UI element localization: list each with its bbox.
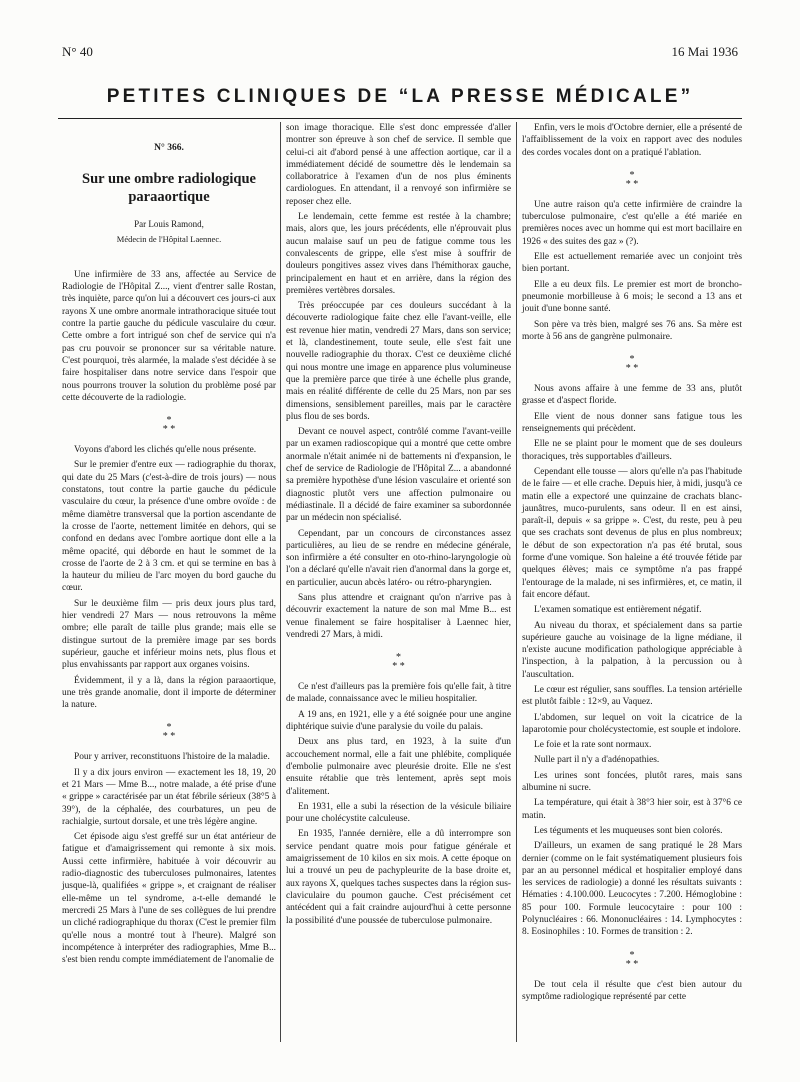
paragraph: Cependant elle tousse — alors qu'elle n'a pas l'habitude de le faire — et elle crache. Depuis hier, à midi, jusqu'à ce matin elle a expectoré une quinzaine de crachats blanc-jaunâtres, muco-purulents, sans odeur. Il en est ainsi, paraît-il, depuis « sa grippe ». C'est, du reste, peu à peu que ses crachats sont devenus de plus en plus nombreux; le début de son expectoration n'a pas été brutal, sous forme d'une vomique. Son haleine a été trouvée fétide par quelques élèves; mais ce symptôme n'a pas frappé l'entourage de la malade, ni ses infirmières, et, ce matin, il fait encore défaut. <box>522 466 742 600</box>
paragraph: L'examen somatique est entièrement négatif. <box>534 605 702 616</box>
paragraph: Le cœur est régulier, sans souffles. La tension artérielle est plutôt faible : 12×9, au Vaquez. <box>522 684 742 708</box>
issue-number: N° 40 <box>62 44 93 59</box>
paragraph: Il y a dix jours environ — exactement les 18, 19, 20 et 21 Mars — Mme B..., notre malade, a été prise d'une « grippe » caractérisée par un état fébrile sérieux (38°5 à 39°), de la céphalée, des courbatures, un peu de rachialgie, surtout dorsale, et une très légère angine. <box>62 767 276 827</box>
paragraph: son image thoracique. Elle s'est donc empressée d'aller montrer son épreuve à son chef de service. Il semble que celui-ci ait d'abord pensé à une affection aortique, car il a immédiatement décidé de soumettre dès le lendemain sa collaboratrice à l'examen d'un de nos plus éminents cardiologues. En attendant, il a renvoyé son infirmière se reposer chez elle. <box>286 123 511 207</box>
paragraph: Pour y arriver, reconstituons l'histoire de la maladie. <box>74 752 270 763</box>
issue-date: 16 Mai 1936 <box>671 44 738 59</box>
section-separator: * * * <box>625 949 639 970</box>
paragraph: De tout cela il résulte que c'est bien autour du symptôme radiologique représenté par cette <box>522 979 742 1002</box>
column-divider-1 <box>280 122 281 1042</box>
section-separator: * * * <box>625 169 639 190</box>
journal-title: PETITES CLINIQUES DE “LA PRESSE MÉDICALE” <box>106 86 694 107</box>
paragraph: Nous avons affaire à une femme de 33 ans, plutôt grasse et d'aspect floride. <box>522 384 742 407</box>
article-author: Par Louis Ramond, <box>134 219 204 230</box>
section-separator: * * * <box>162 415 176 436</box>
column-1 <box>62 122 276 969</box>
paragraph: D'ailleurs, un examen de sang pratiqué le 28 Mars dernier (comme on le fait systématiquement plusieurs fois par an au personnel médical et hospitalier employé dans les services de radiologie) a donné les résultats suivants : Hématies : 4.100.000. Leucocytes : 7.200. Hémoglobine : 85 pour 100. Formule leucocytaire : pour 100 : Polynucléaires : 66. Mononucléaires : 14. Lymphocytes : 8. Eosinophiles : 10. Formes de transition : 2. <box>522 841 742 938</box>
section-separator: * * * <box>392 652 405 673</box>
paragraph: Elle ne se plaint pour le moment que de ses douleurs thoraciques, très supportables d'ailleurs. <box>522 439 742 462</box>
column-3 <box>522 122 742 1006</box>
paragraph: Deux ans plus tard, en 1923, à la suite d'un accouchement normal, elle a fait une phlébite, compliquée d'embolie pulmonaire avec pleurésie droite. Elle ne s'est ensuite rétablie que très lentement, après sept mois d'alitement. <box>286 737 511 797</box>
paragraph: Cet épisode aigu s'est greffé sur un état antérieur de fatigue et d'amaigrissement qui remonte à six mois. Aussi cette infirmière, habituée à voir découvrir au radio-diagnostic des tuberculoses pulmonaires, latentes jusque-là, qualifiées « grippe », et craignant de réaliser elle-même un tel syndrome, a-t-elle demandé le mercredi 25 Mars à l'une de ses collègues de lui prendre un cliché radiographique du thorax (C'est le premier film qu'elle nous a montré tout à l'heure). Malgré son incompétence à interpréter des radiographies, Mme B... s'est bien rendu compte immédiatement de l'anomalie de <box>62 832 276 966</box>
paragraph: Les téguments et les muqueuses sont bien colorés. <box>534 825 723 836</box>
paragraph: Enfin, vers le mois d'Octobre dernier, elle a présenté de l'affaiblissement de la voix en rapport avec des nodules des cordes vocales dont on a pratiqué l'ablation. <box>522 123 742 158</box>
paragraph: Évidemment, il y a là, dans la région paraaortique, une très grande anomalie, dont il importe de déterminer la nature. <box>62 675 276 711</box>
author-affiliation: Médecin de l'Hôpital Laennec. <box>116 233 222 244</box>
section-separator: * * * <box>625 354 639 375</box>
paragraph: Voyons d'abord les clichés qu'elle nous présente. <box>74 445 257 456</box>
paragraph: Sans plus attendre et craignant qu'on n'arrive pas à découvrir exactement la nature de son mal Mme B... est venue finalement se faire hospitaliser à Laennec hier, vendredi 27 Mars, à midi. <box>286 592 511 640</box>
paragraph: Son père va très bien, malgré ses 76 ans. Sa mère est morte à 56 ans de gangrène pulmonaire. <box>522 319 742 342</box>
paragraph: Le lendemain, cette femme est restée à la chambre; mais, alors que, les jours précédents, elle n'éprouvait plus aucun malaise sauf un peu de fatigue comme tous les convalescents de grippe, elle s'est mise à souffrir de douleurs pongitives assez vives dans l'hémithorax gauche, principalement en haut et en arrière, dans la région des premières vertèbres dorsales. <box>286 212 511 296</box>
paragraph: Sur le premier d'entre eux — radiographie du thorax, qui date du 25 Mars (c'est-à-dire de trois jours) — nous constatons, tout contre la partie gauche du pédicule vasculaire du cœur, la présence d'une ombre ovoïde : de même diamètre transversal que la portion ascendante de la crosse de l'aorte, nettement limitée en dehors, qui se confond en dedans avec l'ombre aortique dont elle a la même opacité, qui déborde en haut le sommet de la crosse de l'aorte de 2 à 3 cm. et qui se termine en bas à la hauteur du milieu de l'arc moyen du bord gauche du cœur. <box>62 460 276 594</box>
paragraph: Ce n'est d'ailleurs pas la première fois qu'elle fait, à titre de malade, connaissance avec le milieu hospitalier. <box>286 682 511 705</box>
paragraph: Le foie et la rate sont normaux. <box>534 740 652 751</box>
paragraph: Elle vient de nous donner sans fatigue tous les renseignements qui précèdent. <box>522 411 742 435</box>
paragraph: Nulle part il n'y a d'adénopathies. <box>534 755 660 766</box>
paragraph: La température, qui était à 38°3 hier soir, est à 37°6 ce matin. <box>522 798 742 821</box>
paragraph: Très préoccupée par ces douleurs succédant à la découverte radiologique faite chez elle l'avant-veille, elle est revenue hier matin, vendredi 27 Mars, dans son service; et là, clandestinement, toute seule, elle s'est fait une nouvelle radiographie du thorax. C'est ce deuxième cliché qui nous montre une image en apparence plus volumineuse que la première parce que tirée à une échelle plus grande, mais en réalité différente de celle du 25 Mars, non par ses dimensions, sensiblement pareilles, mais par le caractère plus flou de ses bords. <box>286 301 511 422</box>
paragraph: Sur le deuxième film — pris deux jours plus tard, hier vendredi 27 Mars — nous retrouvons la même ombre; elle paraît de taille plus grande; mais elle se distingue surtout de la première image par ses bords supérieur, gauche et inférieur moins nets, plus flous et plus envahissants par rapport aux organes voisins. <box>62 598 276 671</box>
column-2 <box>286 122 511 930</box>
paragraph: Au niveau du thorax, et spécialement dans sa partie supérieure gauche au voisinage de la ligne médiane, il n'existe aucune modification pathologique appréciable à l'inspection, à la palpation, à la percussion ou à l'auscultation. <box>522 620 742 680</box>
paragraph: Une autre raison qu'a cette infirmière de craindre la tuberculose pulmonaire, c'est qu'elle a été mariée en premières noces avec un homme qui est mort bacillaire en 1926 « des suites des gaz » (?). <box>522 199 742 247</box>
paragraph: Elle est actuellement remariée avec un conjoint très bien portant. <box>522 252 742 275</box>
paragraph: L'abdomen, sur lequel on voit la cicatrice de la laparotomie pour cholécystectomie, est souple et indolore. <box>522 712 742 735</box>
article-title: Sur une ombre radiologique paraaortique <box>82 171 256 206</box>
paragraph: Une infirmière de 33 ans, affectée au Service de Radiologie de l'Hôpital Z..., vient d'entrer salle Rostan, très inquiète, parce qu'on lui a découvert ces jours-ci aux rayons X une ombre anormale intrathoracique située tout contre la partie gauche du pédicule vasculaire du cœur. Cette ombre a fort intrigué son chef de service qui n'a pas cru pouvoir se prononcer sur sa véritable nature. C'est pourquoi, très alarmée, la malade s'est décidée à se faire hospitaliser dans notre service dans l'espoir que nous pourrons trouver la solution du problème posé par cette découverte de la radiologie. <box>62 269 276 403</box>
column-divider-2 <box>516 122 517 1042</box>
paragraph: Cependant, par un concours de circonstances assez particulières, au lieu de se rendre en médecine générale, son infirmière a été consulter en oto-rhino-laryngologie où l'on a déclaré qu'elle n'avait rien d'anormal dans la gorge et, en particulier, aucun abcès latéro- ou rétro-pharyngien. <box>286 528 511 588</box>
paragraph: A 19 ans, en 1921, elle y a été soignée pour une angine diphtérique suivie d'une paralysie du voile du palais. <box>286 709 511 733</box>
section-separator: * * * <box>162 722 176 743</box>
page-header <box>62 44 738 64</box>
paragraph: Les urines sont foncées, plutôt rares, mais sans albumine ni sucre. <box>522 770 742 794</box>
article-number: N° 366. <box>154 143 184 153</box>
paragraph: Elle a eu deux fils. Le premier est mort de broncho-pneumonie morbilleuse à 6 mois; le second a 13 ans et jouit d'une bonne santé. <box>522 279 742 315</box>
header-rule <box>58 118 742 119</box>
paragraph: Devant ce nouvel aspect, contrôlé comme l'avant-veille par un examen radioscopique qui a montré que cette ombre anormale n'était animée ni de battements ni d'expansion, le chef de service de Radiologie de l'Hôpital Z... a abandonné sa première hypothèse d'une lésion vasculaire et orienté son diagnostic plutôt vers une affection pulmonaire ou médiastinale. Il a décidé de faire examiner sa subordonnée par un médecin non spécialisé. <box>286 427 511 524</box>
paragraph: En 1931, elle a subi la résection de la vésicule biliaire pour une cholécystite calculeuse. <box>286 801 511 825</box>
paragraph: En 1935, l'année dernière, elle a dû interrompre son service pendant quatre mois pour fatigue générale et amaigrissement de 10 kilos en six mois. A cette époque on lui a trouvé un peu de pachypleurite de la base droite et, aux rayons X, quelques taches suspectes dans la région sus-claviculaire du poumon gauche. C'est précisément cet antécédent qui a fait craindre aujourd'hui à cette personne la possibilité d'une poussée de tuberculose pulmonaire. <box>286 829 511 926</box>
